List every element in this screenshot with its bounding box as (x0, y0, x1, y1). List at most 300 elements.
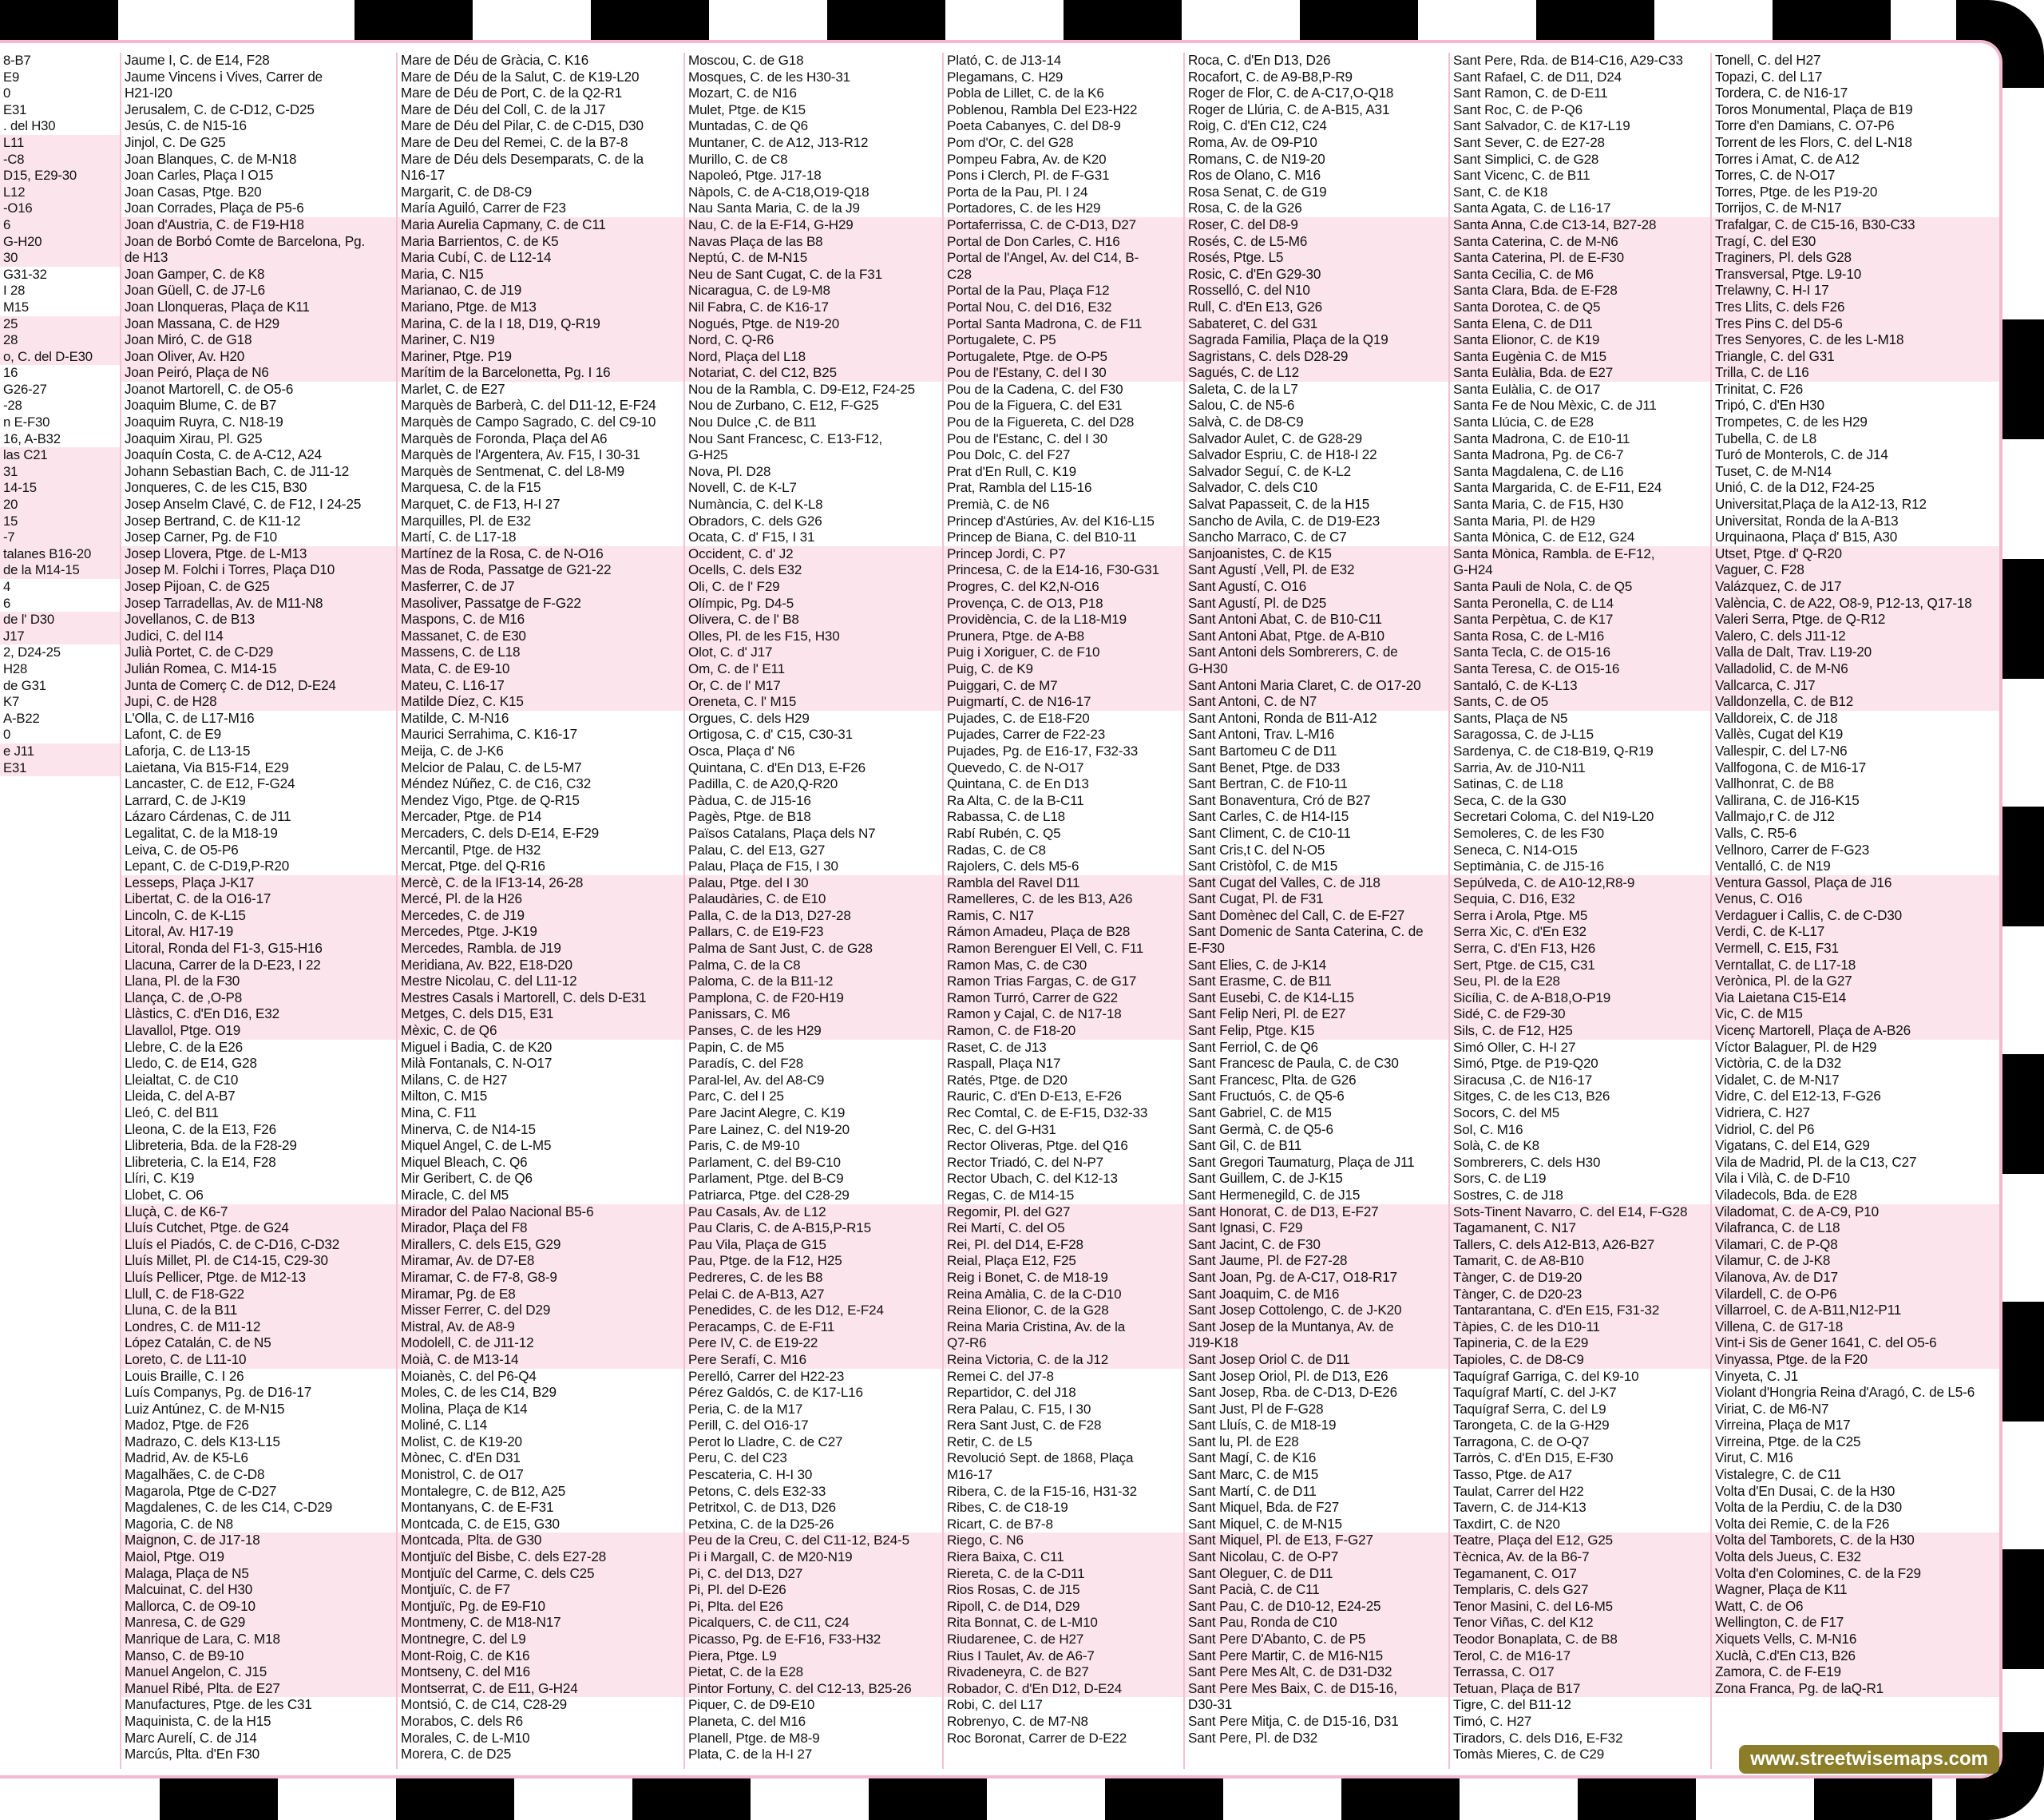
index-entry: Tragí, C. del E30 (1712, 234, 1999, 251)
index-entry: Rector Ubach, C. del K12-13 (947, 1171, 1118, 1187)
index-column (0, 53, 121, 1769)
index-entry: Taquígraf Martí, C. del J-K7 (1453, 1385, 1617, 1401)
index-entry: Paris, C. de M9-10 (688, 1138, 800, 1154)
index-entry: Sant Gil, C. de B11 (1188, 1138, 1302, 1154)
index-entry: Santa Peronella, C. de L14 (1450, 596, 1710, 613)
index-entry: Tordera, C. de N16-17 (1715, 85, 1848, 101)
index-entry: Sostres, C. de J18 (1453, 1187, 1563, 1203)
index-entry: Torres, C. de N-O17 (1715, 168, 1836, 184)
index-entry: Princesa, C. de la E14-16, F30-G31 (944, 562, 1183, 579)
index-entry: Taxdirt, C. de N20 (1453, 1516, 1560, 1532)
index-entry: Sant Francesc de Paula, C. de C30 (1188, 1056, 1399, 1072)
index-entry: Joan Massana, C. de H29 (121, 316, 396, 333)
index-entry: Paradís, C. del F28 (688, 1056, 804, 1072)
index-entry: Judici, C. del I14 (121, 628, 396, 645)
index-entry: Sant Jaume, Pl. de F27-28 (1185, 1253, 1448, 1270)
index-entry: Santa Magdalena, C. de L16 (1453, 463, 1624, 479)
index-entry: Tegamanent, C. O17 (1450, 1566, 1710, 1583)
index-entry: Valladolid, C. de M-N6 (1712, 661, 1999, 678)
index-entry: Ortigosa, C. d' C15, C30-31 (688, 727, 853, 743)
index-entry: Tàpies, C. de les D10-11 (1450, 1319, 1710, 1336)
index-entry: Sant Nicolau, C. de O-P7 (1185, 1549, 1448, 1566)
index-entry: Joan Carles, Plaça I O15 (125, 168, 274, 184)
index-entry: Llàstics, C. d'En D16, E32 (121, 1006, 396, 1023)
index-entry: Joan Oliver, Av. H20 (121, 349, 396, 366)
index-entry: Jerusalem, C. de C-D12, C-D25 (125, 101, 315, 117)
index-entry: Vidalet, C. de M-N17 (1715, 1072, 1840, 1088)
index-entry: N16-17 (401, 168, 446, 184)
index-entry: Mirallers, C. dels E15, G29 (398, 1237, 683, 1254)
index-entry: Julià Portet, C. de C-D29 (121, 644, 396, 661)
index-entry: Manuel Ribé, Plta. de E27 (121, 1681, 396, 1698)
index-entry: Vaguer, C. F28 (1712, 562, 1999, 579)
index-entry: Planeta, C. del M16 (688, 1713, 806, 1729)
index-entry: Sant Antoni Abat, Ptge. de A-B10 (1185, 628, 1448, 645)
index-entry: Lluçà, C. de K6-7 (121, 1204, 396, 1221)
index-entry: Malaga, Plaça de N5 (121, 1566, 396, 1583)
index-entry: Llana, Pl. de la F30 (121, 973, 396, 990)
index-entry: Sant Domenic de Santa Caterina, C. de (1185, 924, 1448, 941)
index-entry: Rios Rosas, C. de J15 (944, 1582, 1183, 1599)
border-stripe (1341, 1778, 1460, 1820)
index-entry: Parc, C. del I 25 (688, 1088, 784, 1104)
index-entry: D30-31 (1188, 1697, 1233, 1713)
index-entry: Loreto, C. de L11-10 (121, 1352, 396, 1369)
index-entry: Porta de la Pau, Pl. I 24 (947, 184, 1088, 200)
index-entry: Josep Anselm Clavé, C. de F12, I 24-25 (125, 497, 362, 513)
index-entry: Molina, Plaça de K14 (401, 1401, 528, 1417)
index-entry: Sant Cristòfol, C. de M15 (1188, 858, 1338, 874)
index-entry: Milans, C. de H27 (401, 1072, 508, 1088)
index-entry: . del H30 (3, 118, 56, 134)
index-entry: Llibreteria, C. la E14, F28 (125, 1154, 276, 1170)
index-entry: Mirador del Palao Nacional B5-6 (398, 1204, 683, 1221)
index-entry: Jaume I, C. de E14, F28 (125, 53, 270, 68)
index-entry: Julián Romea, C. M14-15 (121, 661, 396, 678)
index-entry: Llobet, C. O6 (125, 1187, 204, 1203)
index-entry: 14-15 (0, 480, 120, 497)
index-entry: Murillo, C. de C8 (688, 151, 788, 167)
index-entry: Sant lu, Pl. de E28 (1188, 1433, 1299, 1449)
index-entry: Vilamur, C. de J-K8 (1712, 1253, 1999, 1270)
index-entry: Josep M. Folchi i Torres, Plaça D10 (121, 562, 396, 579)
index-entry: Portugalete, C. P5 (944, 332, 1183, 349)
index-entry: Jesús, C. de N15-16 (125, 118, 247, 134)
index-entry: Vidre, C. del E12-13, F-G26 (1715, 1088, 1881, 1104)
index-entry: Palau, C. del E13, G27 (688, 842, 826, 858)
index-entry: Pere IV, C. de E19-22 (685, 1335, 942, 1352)
index-entry: Trelawny, C. H-I 17 (1712, 283, 1999, 299)
border-stripe (1996, 1549, 2044, 1669)
index-entry: Vellnoro, Carrer de F-G23 (1715, 842, 1870, 858)
index-entry: Vila i Vilà, C. de D-F10 (1715, 1171, 1850, 1187)
index-entry: Pi, Plta. del E26 (685, 1599, 942, 1616)
index-entry: Rosa, C. de la G26 (1188, 200, 1302, 216)
index-entry: Pujades, Carrer de F22-23 (947, 727, 1106, 743)
index-entry: Roma, Av. de O9-P10 (1188, 134, 1317, 150)
index-entry: Pelai C. de A-B13, A27 (685, 1287, 942, 1303)
index-entry: Panses, C. de les H29 (685, 1023, 942, 1040)
index-entry: Vallcarca, C. J17 (1712, 678, 1999, 695)
index-entry: Nou de Zurbano, C. E12, F-G25 (688, 398, 879, 414)
website-logo[interactable]: www.streetwisemaps.com (1739, 1745, 1999, 1774)
index-entry: Sol, C. M16 (1453, 1121, 1523, 1137)
index-entry: Vallfogona, C. de M16-17 (1715, 759, 1867, 775)
index-entry: Peru, C. del C23 (688, 1450, 787, 1466)
border-stripe (869, 1778, 987, 1820)
index-entry: Sant Elies, C. de J-K14 (1185, 958, 1448, 974)
index-entry: Joaquín Costa, C. de A-C12, A24 (125, 447, 322, 463)
index-entry: Perot lo Lladre, C. de C27 (688, 1433, 843, 1449)
index-entry: Papin, C. de M5 (688, 1039, 785, 1055)
index-entry: -O16 (0, 200, 120, 217)
index-entry: Simó, Ptge. de P19-Q20 (1453, 1056, 1598, 1072)
index-entry: Malcuinat, C. del H30 (121, 1582, 396, 1599)
index-entry: Prat, Rambla del L15-16 (947, 480, 1092, 496)
index-entry: Virut, C. M16 (1715, 1450, 1793, 1466)
index-entry: E31 (0, 760, 120, 777)
index-entry: Repartidor, C. del J18 (947, 1385, 1076, 1401)
index-entry: Santa Caterina, Pl. de E-F30 (1450, 250, 1710, 267)
index-entry: Peria, C. de la M17 (688, 1401, 803, 1417)
index-entry: Tiradors, C. dels D16, E-F32 (1453, 1730, 1623, 1746)
index-entry: Jupi, C. de H28 (121, 694, 396, 711)
index-entry: Vallmajo,r C. de J12 (1715, 809, 1835, 825)
index-entry: Sardenya, C. de C18-B19, Q-R19 (1453, 743, 1654, 759)
index-entry: Riego, C. N6 (944, 1533, 1183, 1549)
index-entry: Seca, C. de la G30 (1453, 792, 1567, 808)
index-entry: Portal de la Pau, Plaça F12 (944, 283, 1183, 299)
border-stripe (355, 0, 473, 40)
index-entry: Villena, C. de G17-18 (1712, 1319, 1999, 1336)
index-entry: Rabí Rubén, C. Q5 (947, 825, 1061, 841)
index-entry: Vilardell, C. de O-P6 (1712, 1287, 1999, 1303)
index-entry: Joaquim Blume, C. de B7 (125, 398, 277, 414)
index-entry: Mònec, C. d'En D31 (401, 1450, 521, 1466)
index-entry: Joan Corrades, Plaça de P5-6 (125, 200, 304, 216)
index-entry: de G31 (3, 677, 46, 693)
index-entry: Lluís Cutchet, Ptge. de G24 (121, 1220, 396, 1237)
index-entry: Sant, C. de K18 (1453, 184, 1548, 200)
index-entry: Via Laietana C15-E14 (1712, 990, 1999, 1007)
index-entry: Junta de Comerç C. de D12, D-E24 (121, 678, 396, 695)
border-stripe (1105, 1778, 1223, 1820)
index-entry: Volta dei Remie, C. de la F26 (1715, 1516, 1890, 1532)
index-entry: Tasso, Ptge. de A17 (1453, 1467, 1572, 1483)
index-entry: Miramar, Pg. de E8 (398, 1287, 683, 1303)
index-entry: Ra Alta, C. de la B-C11 (947, 792, 1084, 808)
index-entry: Pescateria, C. H-I 30 (688, 1467, 813, 1483)
index-entry: Magalhães, C. de C-D8 (125, 1467, 265, 1483)
index-entry: Plató, C. de J13-14 (947, 53, 1062, 68)
index-entry: Santa Fe de Nou Mèxic, C. de J11 (1453, 398, 1657, 414)
index-entry: Mistral, Av. de A8-9 (398, 1319, 683, 1336)
index-entry: Sant Erasme, C. de B11 (1185, 973, 1448, 990)
index-entry: Reig i Bonet, C. de M18-19 (944, 1270, 1183, 1287)
index-entry: Sant Domènec del Call, C. de E-F27 (1185, 908, 1448, 925)
index-entry: Vinyeta, C. J1 (1715, 1368, 1799, 1384)
index-entry: Sant Josep Oriol, Pl. de D13, E26 (1188, 1368, 1388, 1384)
index-entry: Méndez Núñez, C. de C16, C32 (401, 776, 592, 792)
index-entry: Xuclà, C.d'En C13, B26 (1712, 1648, 1999, 1665)
index-entry: Serra i Arola, Ptge. M5 (1450, 908, 1710, 925)
index-entry: Satinas, C. de L18 (1453, 776, 1563, 792)
index-entry: Revolució Sept. de 1868, Plaça (947, 1450, 1134, 1466)
index-entry: Sants, C. de O5 (1450, 694, 1710, 711)
index-entry: Palau, Ptge. del I 30 (685, 875, 942, 892)
border-stripe (1064, 0, 1182, 40)
index-entry: Santa Madrona, C. de E10-11 (1453, 430, 1630, 446)
index-entry: Mèxic, C. de Q6 (398, 1023, 683, 1040)
index-entry: 31 (0, 464, 120, 481)
index-entry: Sant Joaquim, C. de M16 (1185, 1287, 1448, 1303)
index-entry: Nord, Plaça del L18 (685, 349, 942, 366)
index-entry: López Catalán, C. de N5 (121, 1335, 396, 1352)
index-entry: Reial, Plaça E12, F25 (944, 1253, 1183, 1270)
index-entry: Picasso, Pg. de E-F16, F33-H32 (685, 1632, 942, 1648)
index-entry: Sant Cugat del Valles, C. de J18 (1185, 875, 1448, 892)
index-entry: Zamora, C. de F-E19 (1712, 1664, 1999, 1681)
index-entry: Tetuan, Plaça de B17 (1450, 1681, 1710, 1698)
index-entry: Sant Pere Martir, C. de M16-N15 (1185, 1648, 1448, 1665)
index-entry: G-H20 (0, 234, 120, 251)
index-entry: Rosic, C. d'En G29-30 (1185, 267, 1448, 284)
index-entry: Rita Bonnat, C. de L-M10 (944, 1615, 1183, 1632)
index-entry: 6 (0, 217, 120, 234)
index-entry: Pou de l'Estanc, C. del I 30 (947, 430, 1107, 446)
index-entry: Pujades, C. de E18-F20 (947, 710, 1090, 726)
index-entry: Sant Antoni Abat, C. de B10-C11 (1185, 612, 1448, 628)
index-entry: Mercat, Ptge. del Q-R16 (401, 858, 545, 874)
index-entry: Sant Simplici, C. de G28 (1453, 151, 1599, 167)
index-entry: Margarit, C. de D8-C9 (401, 184, 533, 200)
index-entry: Sant Eusebi, C. de K14-L15 (1185, 990, 1448, 1007)
index-entry: Metges, C. dels D15, E31 (398, 1006, 683, 1023)
index-entry: Teodor Bonaplata, C. de B8 (1450, 1632, 1710, 1648)
index-entry: Romans, C. de N19-20 (1188, 151, 1325, 167)
index-entry: Sant Ramon, C. de D-E11 (1453, 85, 1608, 101)
index-entry: Verdi, C. de K-L17 (1712, 924, 1999, 941)
index-entry: Mare de Déu del Pilar, C. de C-D15, D30 (401, 118, 644, 134)
index-entry: Santa Llúcia, C. de E28 (1453, 414, 1594, 430)
index-entry: Sors, C. de L19 (1453, 1171, 1547, 1187)
index-entry: Trompetes, C. de les H29 (1715, 414, 1868, 430)
index-entry: Sant Miquel, C. de M-N15 (1188, 1516, 1342, 1532)
index-entry: Virreina, Plaça de M17 (1715, 1418, 1851, 1433)
index-entry: Ramon Mas, C. de C30 (944, 958, 1183, 974)
index-entry: Sant Pere Mitja, C. de D15-16, D31 (1188, 1713, 1399, 1729)
index-entry: Sant Miquel, Bda. de F27 (1188, 1500, 1340, 1516)
index-entry: las C21 (0, 447, 120, 464)
index-entry: Volta dels Jueus, C. E32 (1712, 1549, 1999, 1566)
index-entry: Vallhonrat, C. de B8 (1715, 776, 1834, 792)
index-entry: Santa Eulàlia, C. de O17 (1453, 381, 1601, 397)
border-stripe (827, 0, 945, 40)
index-entry: Joan Güell, C. de J7-L6 (121, 283, 396, 299)
border-stripe (0, 0, 118, 40)
index-entry: Rivadeneyra, C. de B27 (944, 1664, 1183, 1681)
index-entry: Vint-i Sis de Gener 1641, C. del O5-6 (1712, 1335, 1999, 1352)
index-entry: E-F30 (1185, 941, 1448, 958)
index-entry: Roc Boronat, Carrer de D-E22 (947, 1730, 1127, 1746)
index-entry: de la M14-15 (0, 562, 120, 579)
index-entry: Mare de Déu dels Desemparats, C. de la (401, 151, 644, 167)
index-entry: Nicaragua, C. de L9-M8 (685, 283, 942, 299)
index-entry: 28 (0, 332, 120, 349)
index-entry: Mirador, Plaça del F8 (398, 1220, 683, 1237)
index-entry: Oreneta, C. l' M15 (685, 694, 942, 711)
index-entry: 8-B7 (3, 53, 31, 68)
index-entry: Sant Climent, C. de C10-11 (1188, 825, 1351, 841)
index-entry: Plegamans, C. H29 (947, 69, 1064, 85)
index-entry: Notariat, C. del C12, B25 (685, 365, 942, 382)
index-entry: Sant Antoni, Ronda de B11-A12 (1188, 710, 1377, 726)
index-entry: Portadores, C. de les H29 (947, 200, 1101, 216)
index-entry: Manresa, C. de G29 (121, 1615, 396, 1632)
index-entry: Pau Claris, C. de A-B15,P-R15 (685, 1220, 942, 1237)
index-entry: Lleida, C. del A-B7 (125, 1088, 236, 1104)
index-entry: Xiquets Vells, C. M-N16 (1712, 1632, 1999, 1648)
index-entry: Lluís Millet, Pl. de C14-15, C29-30 (121, 1253, 396, 1270)
index-entry: Pietat, C. de la E28 (685, 1664, 942, 1681)
index-entry: Pintor Fortuny, C. del C12-13, B25-26 (685, 1681, 942, 1698)
index-entry: Nova, Pl. D28 (688, 463, 771, 479)
index-entry: M16-17 (947, 1467, 992, 1483)
index-entry: Miquel Bleach, C. Q6 (401, 1154, 528, 1170)
index-entry: Mercé, Pl. de la H26 (398, 891, 683, 908)
index-entry: Santaló, C. de K-L13 (1450, 678, 1710, 695)
index-entry: Plata, C. de la H-I 27 (688, 1747, 813, 1763)
index-entry: Urquinaona, Plaça d' B15, A30 (1715, 529, 1898, 545)
index-entry: o, C. del D-E30 (0, 349, 120, 366)
index-entry: -C8 (0, 152, 120, 169)
index-entry: Sant Gregori Taumaturg, Plaça de J11 (1188, 1154, 1415, 1170)
index-entry: Ramis, C. N17 (944, 908, 1183, 925)
index-entry: Raset, C. de J13 (947, 1039, 1047, 1055)
index-entry: Pou de la Figuera, C. del E31 (947, 398, 1123, 414)
index-entry: Nou Sant Francesc, C. E13-F12, (688, 430, 883, 446)
index-entry: Lázaro Cárdenas, C. de J11 (125, 809, 291, 825)
index-entry: Marianao, C. de J19 (398, 283, 683, 299)
index-entry: Roger de Flor, C. de A-C17,O-Q18 (1188, 85, 1394, 101)
index-entry: Parlament, Ptge. del B-C9 (688, 1171, 844, 1187)
index-entry: Sant Cris,t C. del N-O5 (1188, 842, 1325, 858)
index-entry: Volta d'En Dusai, C. de la H30 (1715, 1483, 1895, 1499)
index-entry: Sant Antoni dels Sombrerers, C. de (1185, 644, 1448, 661)
index-entry: Moliné, C. L14 (401, 1418, 488, 1433)
index-entry: Ramelleres, C. de les B13, A26 (944, 891, 1183, 908)
index-entry: Sicília, C. de A-B18,O-P19 (1450, 990, 1710, 1007)
index-entry: Nord, C. Q-R6 (685, 332, 942, 349)
index-entry: Manso, C. de B9-10 (121, 1648, 396, 1665)
index-entry: Maria Aurelia Capmany, C. de C11 (398, 217, 683, 234)
index-entry: Verònica, Pl. de la G27 (1712, 973, 1999, 990)
index-entry: Masferrer, C. de J7 (398, 579, 683, 596)
index-entry: Joaquim Ruyra, C. N18-19 (125, 414, 283, 430)
index-entry: Septimània, C. de J15-16 (1453, 858, 1604, 874)
index-entry: Sots-Tinent Navarro, C. del E14, F-G28 (1450, 1204, 1710, 1221)
index-entry: n E-F30 (3, 414, 50, 430)
index-entry: Santa Clara, Bda. de E-F28 (1450, 283, 1710, 299)
index-entry: Teatre, Plaça del E12, G25 (1450, 1533, 1710, 1549)
index-entry: Salvador Espriu, C. de H18-I 22 (1188, 447, 1377, 463)
index-entry: Sancho Marraco, C. de C7 (1188, 529, 1347, 545)
index-entry: Nàpols, C. de A-C18,O19-Q18 (688, 184, 869, 200)
index-entry: Mosques, C. de les H30-31 (688, 69, 850, 85)
index-entry: Mercantil, Ptge. de H32 (401, 842, 541, 858)
index-entry: Tomàs Mieres, C. de C29 (1453, 1747, 1605, 1763)
index-entry: Mercader, Ptge. de P14 (401, 809, 542, 825)
index-entry: Salvador Seguí, C. de K-L2 (1188, 463, 1352, 479)
index-entry: Rei Martí, C. del O5 (944, 1220, 1183, 1237)
index-entry: Vallès, Cugat del K19 (1715, 727, 1844, 743)
index-entry: Nau Santa Maria, C. de la J9 (688, 200, 860, 216)
index-entry: Sant Pere D'Abanto, C. de P5 (1185, 1632, 1448, 1648)
index-entry: Marquès de Foronda, Plaça del A6 (401, 430, 608, 446)
index-entry: Santa Madrona, Pg. de C6-7 (1453, 447, 1624, 463)
index-entry: Puiggari, C. de M7 (944, 678, 1183, 695)
index-entry: Montjuïc, C. de F7 (398, 1582, 683, 1599)
index-entry: G-H30 (1185, 661, 1448, 678)
index-entry: Zona Franca, Pg. de laQ-R1 (1712, 1681, 1999, 1698)
index-entry: de l' D30 (0, 612, 120, 628)
index-entry: Wagner, Plaça de K11 (1712, 1582, 1999, 1599)
index-entry: Transversal, Ptge. L9-10 (1712, 267, 1999, 284)
border-stripe (591, 0, 709, 40)
index-entry: Marcús, Plta. d'En F30 (125, 1747, 259, 1763)
border-stripe (1536, 0, 1654, 40)
index-entry: Santa Maria, C. de F15, H30 (1453, 497, 1624, 513)
index-entry: Turó de Monterols, C. de J14 (1715, 447, 1888, 463)
index-entry: Ramon, C. de F18-20 (944, 1023, 1183, 1040)
index-column (121, 53, 398, 1769)
index-entry: Pujades, Pg. de E16-17, F32-33 (947, 743, 1139, 759)
index-entry: Montjuïc del Bisbe, C. dels E27-28 (398, 1549, 683, 1566)
index-entry: M15 (3, 299, 30, 315)
index-entry: Manuel Angelon, C. J15 (121, 1664, 396, 1681)
index-entry: Sant Pau, Ronda de C10 (1185, 1615, 1448, 1632)
index-entry: Violant d'Hongria Reina d'Aragó, C. de L5-6 (1715, 1385, 1975, 1401)
index-entry: Torrent de les Flors, C. del L-N18 (1715, 134, 1912, 150)
index-entry: Serra Xic, C. d'En E32 (1450, 924, 1710, 941)
index-entry: Joan Casas, Ptge. B20 (125, 184, 262, 200)
index-entry: L11 (0, 135, 120, 152)
index-entry: Mendez Vigo, Ptge. de Q-R15 (401, 792, 580, 808)
index-entry: Rambla del Ravel D11 (944, 875, 1183, 892)
index-entry: Sant Lluís, C. de M18-19 (1188, 1418, 1337, 1433)
index-entry: Mozart, C. de N16 (688, 85, 797, 101)
index-entry: Martí, C. de L17-18 (401, 529, 517, 545)
index-entry: Valázquez, C. de J17 (1712, 579, 1999, 596)
index-entry: Maquinista, C. de la H15 (125, 1713, 271, 1729)
index-entry: Ros de Olano, C. M16 (1188, 168, 1321, 184)
index-entry: Mata, C. de E9-10 (398, 661, 683, 678)
index-entry: Meridiana, Av. B22, E18-D20 (398, 958, 683, 974)
index-entry: Rosés, Ptge. L5 (1185, 250, 1448, 267)
index-entry: Víctor Balaguer, Pl. de H29 (1715, 1039, 1877, 1055)
index-entry: Rec, C. del G-H31 (947, 1121, 1056, 1137)
index-entry: Ocells, C. dels E32 (685, 562, 942, 579)
index-entry: Massens, C. de L18 (398, 644, 683, 661)
index-entry: C28 (944, 267, 1183, 284)
index-entry: Saragossa, C. de J-L15 (1453, 727, 1594, 743)
index-entry: Mare de Déu de Gràcia, C. K16 (401, 53, 589, 68)
index-entry: Vic, C. de M15 (1712, 1006, 1999, 1023)
index-entry: 16 (3, 365, 18, 381)
index-entry: Llíri, C. K19 (125, 1171, 195, 1187)
index-entry: Moianès, C. del P6-Q4 (401, 1368, 537, 1384)
index-entry: Torres, Ptge. de les P19-20 (1715, 184, 1878, 200)
